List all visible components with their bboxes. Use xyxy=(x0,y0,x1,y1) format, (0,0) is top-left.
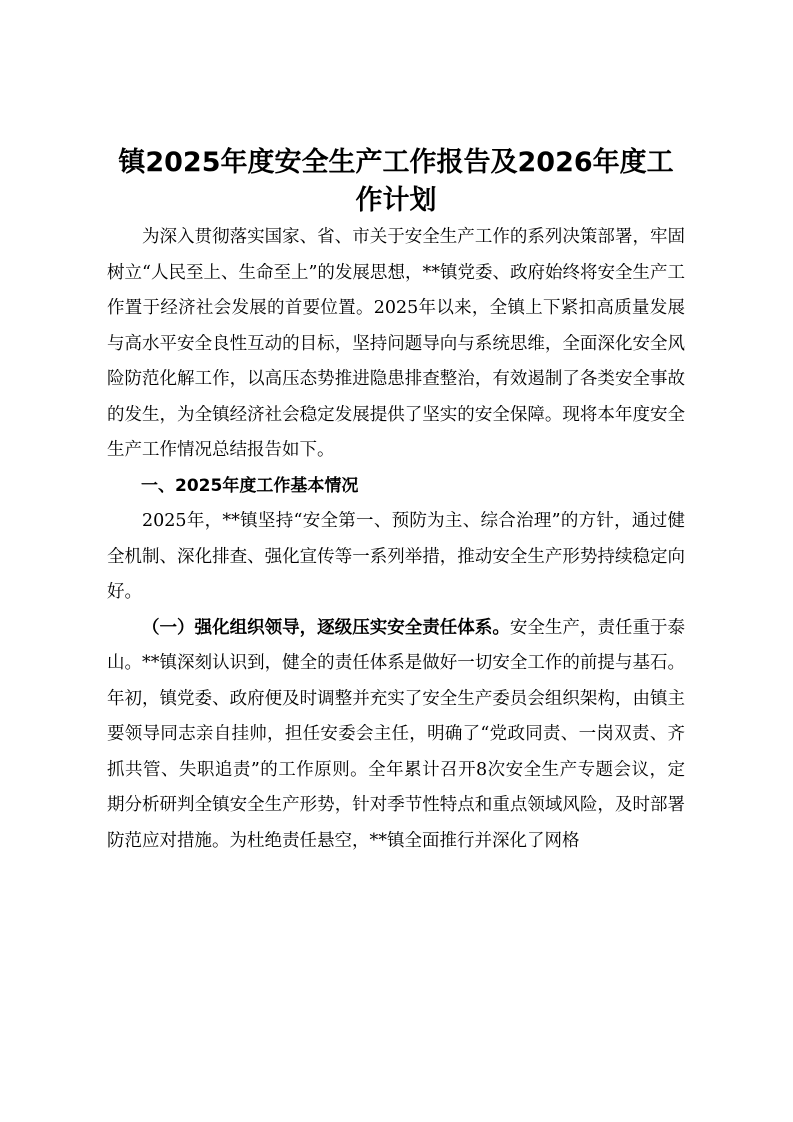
intro-paragraph: 为深入贯彻落实国家、省、市关于安全生产工作的系列决策部署，牢固树立“人民至上、生命至上”的发展思想，**镇党委、政府始终将安全生产工作置于经济社会发展的首要位置。2025年以来，全镇上下紧扣高质量发展与高水平安全良性互动的目标，坚持问题导向与系统思维，全面深化安全风险防范化解工作，以高压态势推进隐患排查整治，有效遏制了各类安全事故的发生，为全镇经济社会稳定发展提供了坚实的安全保障。现将本年度安全生产工作情况总结报告如下。 xyxy=(107,227,685,460)
section-paragraph: 2025年，**镇坚持“安全第一、预防为主、综合治理”的方针，通过健全机制、深化排查、强化宣传等一系列举措，推动安全生产形势持续稳定向好。 xyxy=(107,511,685,602)
subsection-paragraph xyxy=(107,611,685,860)
subsection-heading: （一）强化组织领导，逐级压实安全责任体系。 xyxy=(142,617,510,638)
section-heading: 一、2025年度工作基本情况 xyxy=(141,475,359,496)
document-title: 镇2025年度安全生产工作报告及2026年度工作计划 xyxy=(118,147,674,216)
document-body xyxy=(107,144,685,859)
subsection-body: 安全生产，责任重于泰山。**镇深刻认识到，健全的责任体系是做好一切安全工作的前提与基石。年初，镇党委、政府便及时调整并充实了安全生产委员会组织架构，由镇主要领导同志亲自挂帅，担任安委会主任，明确了“党政同责、一岗双责、齐抓共管、失职追责”的工作原则。全年累计召开8次安全生产专题会议，定期分析研判全镇安全生产形势，针对季节性特点和重点领域风险，及时部署防范应对措施。为杜绝责任悬空，**镇全面推行并深化了网格 xyxy=(107,617,686,851)
